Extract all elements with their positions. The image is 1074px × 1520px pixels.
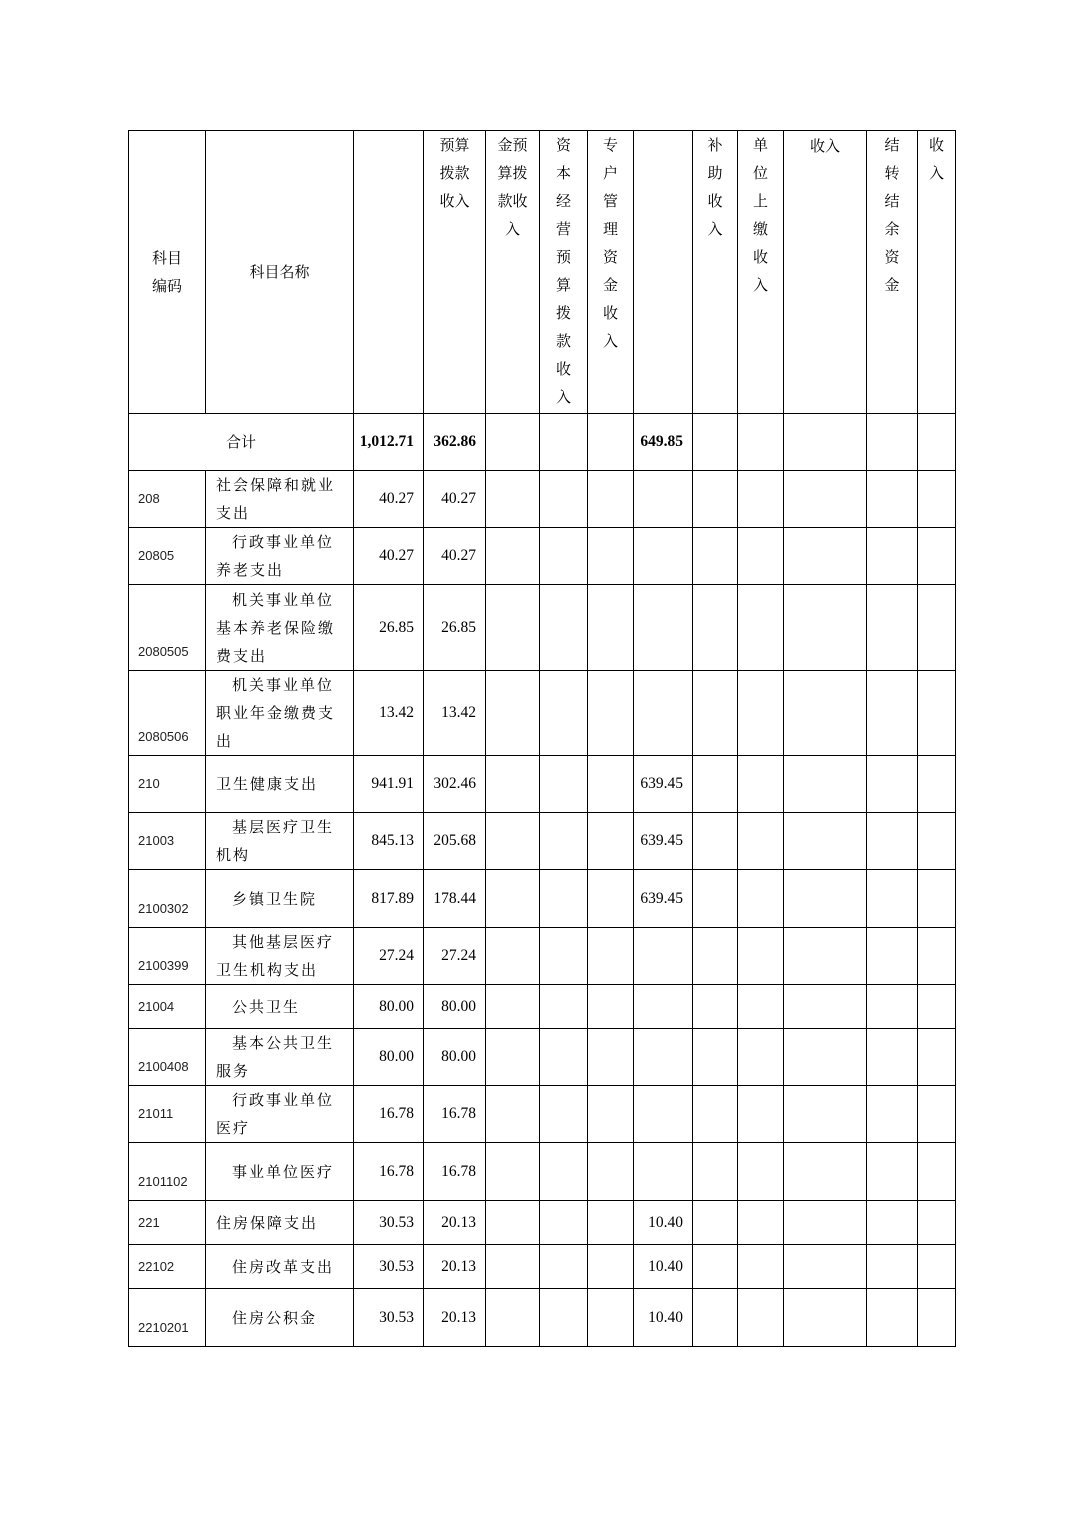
row-c3 <box>540 585 588 671</box>
row-c7 <box>738 870 784 928</box>
row-c4 <box>588 985 634 1029</box>
row-c4 <box>588 1289 634 1347</box>
row-name: 社会保障和就业支出 <box>206 471 354 528</box>
row-name: 机关事业单位职业年金缴费支出 <box>206 671 354 756</box>
row-c8 <box>784 813 867 870</box>
row-code: 2100399 <box>129 928 206 985</box>
row-c10 <box>918 1245 956 1289</box>
row-code: 21003 <box>129 813 206 870</box>
row-c1: 205.68 <box>424 813 486 870</box>
row-c4 <box>588 870 634 928</box>
row-c7 <box>738 1029 784 1086</box>
row-c6 <box>693 1245 738 1289</box>
row-c2 <box>486 471 540 528</box>
total-c9 <box>867 414 918 471</box>
row-c3 <box>540 1086 588 1143</box>
row-c2 <box>486 1143 540 1201</box>
row-c1: 302.46 <box>424 756 486 813</box>
row-c2 <box>486 1289 540 1347</box>
row-code: 2080506 <box>129 671 206 756</box>
row-c1: 20.13 <box>424 1245 486 1289</box>
row-c1: 178.44 <box>424 870 486 928</box>
total-c8 <box>784 414 867 471</box>
row-c1: 26.85 <box>424 585 486 671</box>
row-c4 <box>588 671 634 756</box>
header-c4: 专户管理资金收入 <box>588 131 634 414</box>
header-c10: 收入 <box>918 131 956 414</box>
row-c3 <box>540 1143 588 1201</box>
row-c2 <box>486 585 540 671</box>
table-row <box>129 870 956 928</box>
budget-table <box>128 130 956 1347</box>
row-c7 <box>738 1245 784 1289</box>
row-c5 <box>634 671 693 756</box>
row-code: 2101102 <box>129 1143 206 1201</box>
row-c6 <box>693 585 738 671</box>
row-total: 80.00 <box>354 985 424 1029</box>
row-c8 <box>784 1245 867 1289</box>
row-c5: 10.40 <box>634 1245 693 1289</box>
row-c10 <box>918 585 956 671</box>
total-row <box>129 414 956 471</box>
row-name: 事业单位医疗 <box>206 1143 354 1201</box>
row-c1: 20.13 <box>424 1201 486 1245</box>
row-name: 住房改革支出 <box>206 1245 354 1289</box>
row-c7 <box>738 1086 784 1143</box>
row-c1: 27.24 <box>424 928 486 985</box>
row-name: 其他基层医疗卫生机构支出 <box>206 928 354 985</box>
row-c3 <box>540 928 588 985</box>
row-c4 <box>588 528 634 585</box>
table-row <box>129 813 956 870</box>
row-c10 <box>918 1201 956 1245</box>
header-c2: 金预算拨款收入 <box>486 131 540 414</box>
row-c9 <box>867 1086 918 1143</box>
row-c2 <box>486 870 540 928</box>
table-row <box>129 985 956 1029</box>
row-c5 <box>634 585 693 671</box>
row-name: 乡镇卫生院 <box>206 870 354 928</box>
row-total: 941.91 <box>354 756 424 813</box>
table-row <box>129 1245 956 1289</box>
header-c5 <box>634 131 693 414</box>
row-c10 <box>918 528 956 585</box>
header-code: 科目编码 <box>129 131 206 414</box>
row-name: 机关事业单位基本养老保险缴费支出 <box>206 585 354 671</box>
row-code: 208 <box>129 471 206 528</box>
row-total: 13.42 <box>354 671 424 756</box>
row-c4 <box>588 756 634 813</box>
row-c5 <box>634 1029 693 1086</box>
row-name: 住房保障支出 <box>206 1201 354 1245</box>
row-c1: 16.78 <box>424 1143 486 1201</box>
row-c10 <box>918 928 956 985</box>
row-c4 <box>588 1143 634 1201</box>
row-c7 <box>738 985 784 1029</box>
row-c3 <box>540 756 588 813</box>
row-c1: 80.00 <box>424 1029 486 1086</box>
row-c5 <box>634 928 693 985</box>
row-c8 <box>784 1201 867 1245</box>
row-c9 <box>867 1245 918 1289</box>
table-row <box>129 1086 956 1143</box>
row-c1: 40.27 <box>424 528 486 585</box>
row-c8 <box>784 528 867 585</box>
row-c2 <box>486 1086 540 1143</box>
row-c7 <box>738 585 784 671</box>
header-c7: 单位上缴收入 <box>738 131 784 414</box>
header-name: 科目名称 <box>206 131 354 414</box>
row-c6 <box>693 1289 738 1347</box>
row-c6 <box>693 985 738 1029</box>
row-c7 <box>738 671 784 756</box>
row-c9 <box>867 471 918 528</box>
row-c10 <box>918 1029 956 1086</box>
row-c4 <box>588 1201 634 1245</box>
row-name: 基本公共卫生服务 <box>206 1029 354 1086</box>
table-row <box>129 928 956 985</box>
row-c3 <box>540 1029 588 1086</box>
row-total: 30.53 <box>354 1201 424 1245</box>
row-c8 <box>784 471 867 528</box>
row-c6 <box>693 1086 738 1143</box>
row-c8 <box>784 1143 867 1201</box>
table-row <box>129 756 956 813</box>
row-c4 <box>588 585 634 671</box>
table-row <box>129 1201 956 1245</box>
row-c6 <box>693 471 738 528</box>
row-c5 <box>634 471 693 528</box>
row-c9 <box>867 985 918 1029</box>
row-c1: 16.78 <box>424 1086 486 1143</box>
row-total: 16.78 <box>354 1143 424 1201</box>
row-c10 <box>918 985 956 1029</box>
header-c8: 收入 <box>784 131 867 414</box>
row-c8 <box>784 1086 867 1143</box>
total-c3 <box>540 414 588 471</box>
row-total: 845.13 <box>354 813 424 870</box>
row-c8 <box>784 928 867 985</box>
row-c4 <box>588 1245 634 1289</box>
row-c1: 40.27 <box>424 471 486 528</box>
row-c2 <box>486 671 540 756</box>
row-c9 <box>867 756 918 813</box>
row-c2 <box>486 1201 540 1245</box>
row-c5 <box>634 1086 693 1143</box>
row-c7 <box>738 471 784 528</box>
header-c3: 资本经营预算拨款收入 <box>540 131 588 414</box>
row-c5: 10.40 <box>634 1289 693 1347</box>
row-c5: 10.40 <box>634 1201 693 1245</box>
row-name: 公共卫生 <box>206 985 354 1029</box>
total-c10 <box>918 414 956 471</box>
row-c9 <box>867 928 918 985</box>
total-amount: 1,012.71 <box>354 414 424 471</box>
row-c6 <box>693 813 738 870</box>
row-code: 22102 <box>129 1245 206 1289</box>
row-c10 <box>918 1289 956 1347</box>
row-code: 2100408 <box>129 1029 206 1086</box>
row-total: 40.27 <box>354 471 424 528</box>
row-code: 2080505 <box>129 585 206 671</box>
row-c10 <box>918 813 956 870</box>
row-c5 <box>634 528 693 585</box>
total-c7 <box>738 414 784 471</box>
row-name: 住房公积金 <box>206 1289 354 1347</box>
row-c9 <box>867 585 918 671</box>
row-c10 <box>918 756 956 813</box>
row-c7 <box>738 928 784 985</box>
row-c8 <box>784 585 867 671</box>
row-c10 <box>918 1086 956 1143</box>
row-c1: 13.42 <box>424 671 486 756</box>
row-total: 80.00 <box>354 1029 424 1086</box>
row-c4 <box>588 1029 634 1086</box>
row-c5: 639.45 <box>634 870 693 928</box>
row-c10 <box>918 471 956 528</box>
row-c8 <box>784 1029 867 1086</box>
row-c9 <box>867 671 918 756</box>
total-c4 <box>588 414 634 471</box>
total-c1: 362.86 <box>424 414 486 471</box>
row-c9 <box>867 1143 918 1201</box>
header-c1: 预算拨款收入 <box>424 131 486 414</box>
row-c7 <box>738 756 784 813</box>
row-c7 <box>738 1143 784 1201</box>
row-c9 <box>867 1289 918 1347</box>
row-c9 <box>867 1201 918 1245</box>
total-label: 合计 <box>129 414 354 471</box>
row-c10 <box>918 870 956 928</box>
row-c1: 20.13 <box>424 1289 486 1347</box>
row-c3 <box>540 1289 588 1347</box>
row-code: 210 <box>129 756 206 813</box>
row-c3 <box>540 1245 588 1289</box>
row-c6 <box>693 928 738 985</box>
row-name: 卫生健康支出 <box>206 756 354 813</box>
row-c10 <box>918 1143 956 1201</box>
row-c9 <box>867 870 918 928</box>
row-c2 <box>486 1245 540 1289</box>
row-code: 2100302 <box>129 870 206 928</box>
row-c6 <box>693 1143 738 1201</box>
row-name: 行政事业单位医疗 <box>206 1086 354 1143</box>
total-c2 <box>486 414 540 471</box>
row-total: 27.24 <box>354 928 424 985</box>
row-c6 <box>693 756 738 813</box>
row-code: 2210201 <box>129 1289 206 1347</box>
row-c4 <box>588 813 634 870</box>
row-c1: 80.00 <box>424 985 486 1029</box>
row-c3 <box>540 1201 588 1245</box>
row-c3 <box>540 870 588 928</box>
table-row <box>129 1029 956 1086</box>
row-total: 817.89 <box>354 870 424 928</box>
row-c5: 639.45 <box>634 813 693 870</box>
row-c9 <box>867 813 918 870</box>
row-c9 <box>867 528 918 585</box>
row-c4 <box>588 1086 634 1143</box>
row-code: 21011 <box>129 1086 206 1143</box>
row-c5: 639.45 <box>634 756 693 813</box>
row-c9 <box>867 1029 918 1086</box>
row-c10 <box>918 671 956 756</box>
row-c7 <box>738 1289 784 1347</box>
row-c8 <box>784 671 867 756</box>
row-c5 <box>634 985 693 1029</box>
row-c7 <box>738 1201 784 1245</box>
table-row <box>129 471 956 528</box>
row-c8 <box>784 1289 867 1347</box>
row-c2 <box>486 985 540 1029</box>
row-c3 <box>540 471 588 528</box>
row-total: 30.53 <box>354 1289 424 1347</box>
row-c7 <box>738 528 784 585</box>
row-c3 <box>540 813 588 870</box>
row-c2 <box>486 1029 540 1086</box>
row-c6 <box>693 1029 738 1086</box>
table-row <box>129 1143 956 1201</box>
header-c9: 结转结余资金 <box>867 131 918 414</box>
row-name: 行政事业单位养老支出 <box>206 528 354 585</box>
row-code: 20805 <box>129 528 206 585</box>
row-c8 <box>784 985 867 1029</box>
header-c6: 补助收入 <box>693 131 738 414</box>
header-total <box>354 131 424 414</box>
row-c6 <box>693 870 738 928</box>
row-total: 16.78 <box>354 1086 424 1143</box>
row-c4 <box>588 471 634 528</box>
table-row <box>129 585 956 671</box>
row-total: 40.27 <box>354 528 424 585</box>
row-c3 <box>540 528 588 585</box>
row-c8 <box>784 870 867 928</box>
row-c2 <box>486 756 540 813</box>
row-c3 <box>540 985 588 1029</box>
table-row <box>129 1289 956 1347</box>
row-c6 <box>693 671 738 756</box>
row-c3 <box>540 671 588 756</box>
row-total: 30.53 <box>354 1245 424 1289</box>
table-row <box>129 528 956 585</box>
total-c6 <box>693 414 738 471</box>
table-row <box>129 671 956 756</box>
row-c4 <box>588 928 634 985</box>
row-c5 <box>634 1143 693 1201</box>
row-name: 基层医疗卫生机构 <box>206 813 354 870</box>
row-total: 26.85 <box>354 585 424 671</box>
row-c2 <box>486 528 540 585</box>
row-c2 <box>486 928 540 985</box>
row-code: 221 <box>129 1201 206 1245</box>
header-row <box>129 131 956 414</box>
row-c6 <box>693 1201 738 1245</box>
row-c6 <box>693 528 738 585</box>
row-c2 <box>486 813 540 870</box>
row-code: 21004 <box>129 985 206 1029</box>
row-c8 <box>784 756 867 813</box>
total-c5: 649.85 <box>634 414 693 471</box>
row-c7 <box>738 813 784 870</box>
